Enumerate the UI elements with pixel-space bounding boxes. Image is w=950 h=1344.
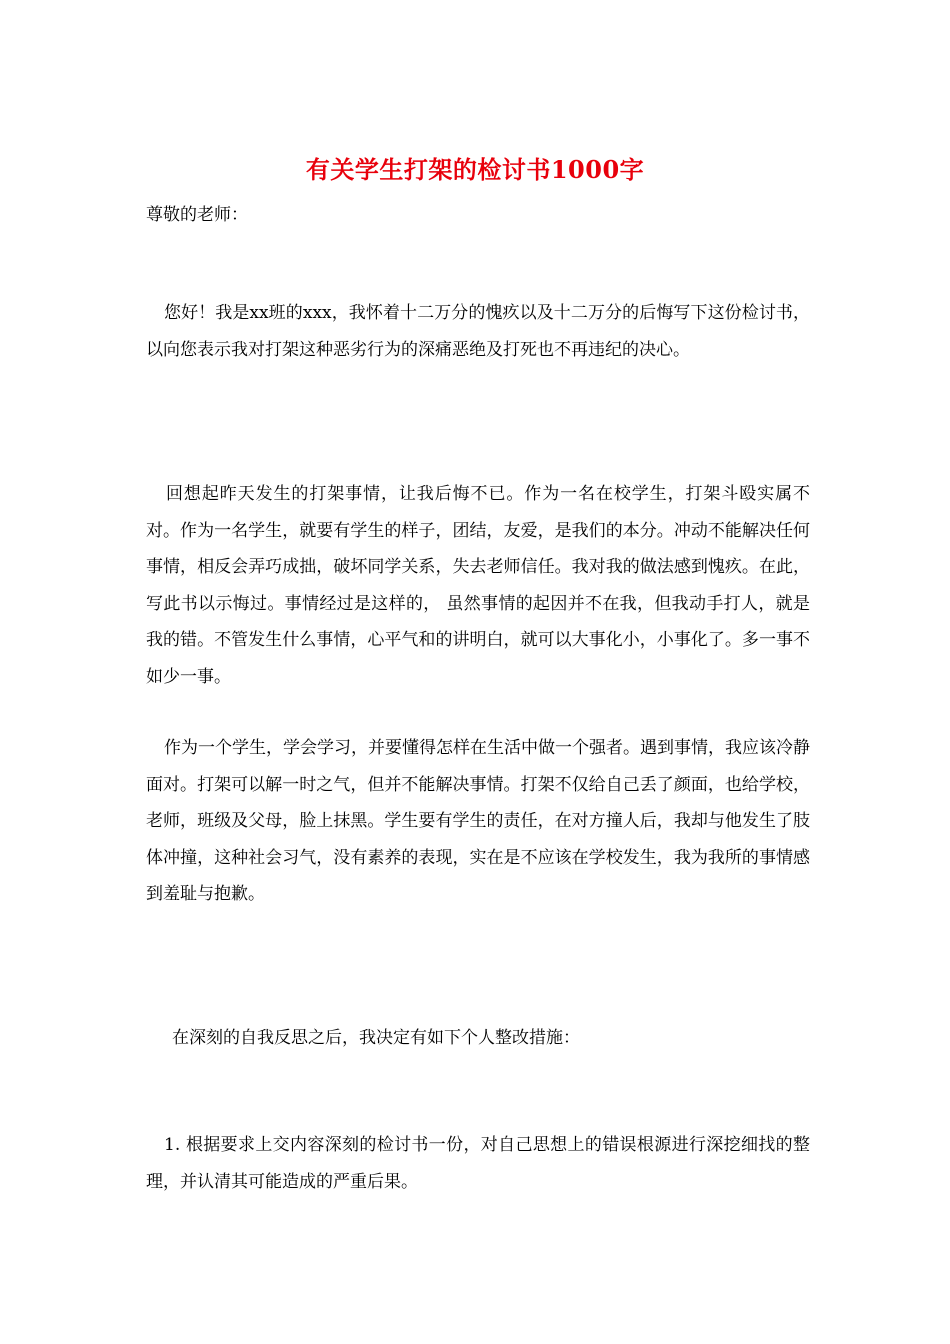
paragraph-greeting: 您好！我是xx班的xxx，我怀着十二万分的愧疚以及十二万分的后悔写下这份检讨书，以向您表示我对打架这种恶劣行为的深痛恶绝及打死也不再违纪的决心。 bbox=[146, 303, 810, 360]
paragraph-responsibility: 作为一个学生，学会学习，并要懂得怎样在生活中做一个强者。遇到事情，我应该冷静面对。打架可以解一时之气，但并不能解决事情。打架不仅给自己丢了颜面，也给学校，老师，班级及父母，脸上抹黑。学生要有学生的责任，在对方撞人后，我却与他发生了肢体冲撞，这种社会习气，没有素养的表现，实在是不应该在学校发生，我为我所的事情感到羞耻与抱歉。 bbox=[146, 738, 810, 905]
document-title: 有关学生打架的检讨书1000字 bbox=[305, 155, 645, 184]
salutation: 尊敬的老师： bbox=[146, 205, 248, 225]
paragraph-reflection: 回想起昨天发生的打架事情，让我后悔不已。作为一名在校学生，打架斗殴实属不对。作为一名学生，就要有学生的样子，团结，友爱，是我们的本分。冲动不能解决任何事情，相反会弄巧成拙，破坏同学关系，失去老师信任。我对我的做法感到愧疚。在此，写此书以示悔过。事情经过是这样的， 虽然事情的起因并不在我，但我动手打人，就是我的错。不管发生什么事情，心平气和的讲明白，就可以大事化小，小事化了。多一事不如少一事。 bbox=[146, 484, 810, 687]
paragraph-measure-1: 1. 根据要求上交内容深刻的检讨书一份，对自己思想上的错误根源进行深挖细找的整理，并认清其可能造成的严重后果。 bbox=[146, 1135, 810, 1192]
paragraph-measures-intro: 在深刻的自我反思之后，我决定有如下个人整改措施： bbox=[172, 1028, 580, 1048]
